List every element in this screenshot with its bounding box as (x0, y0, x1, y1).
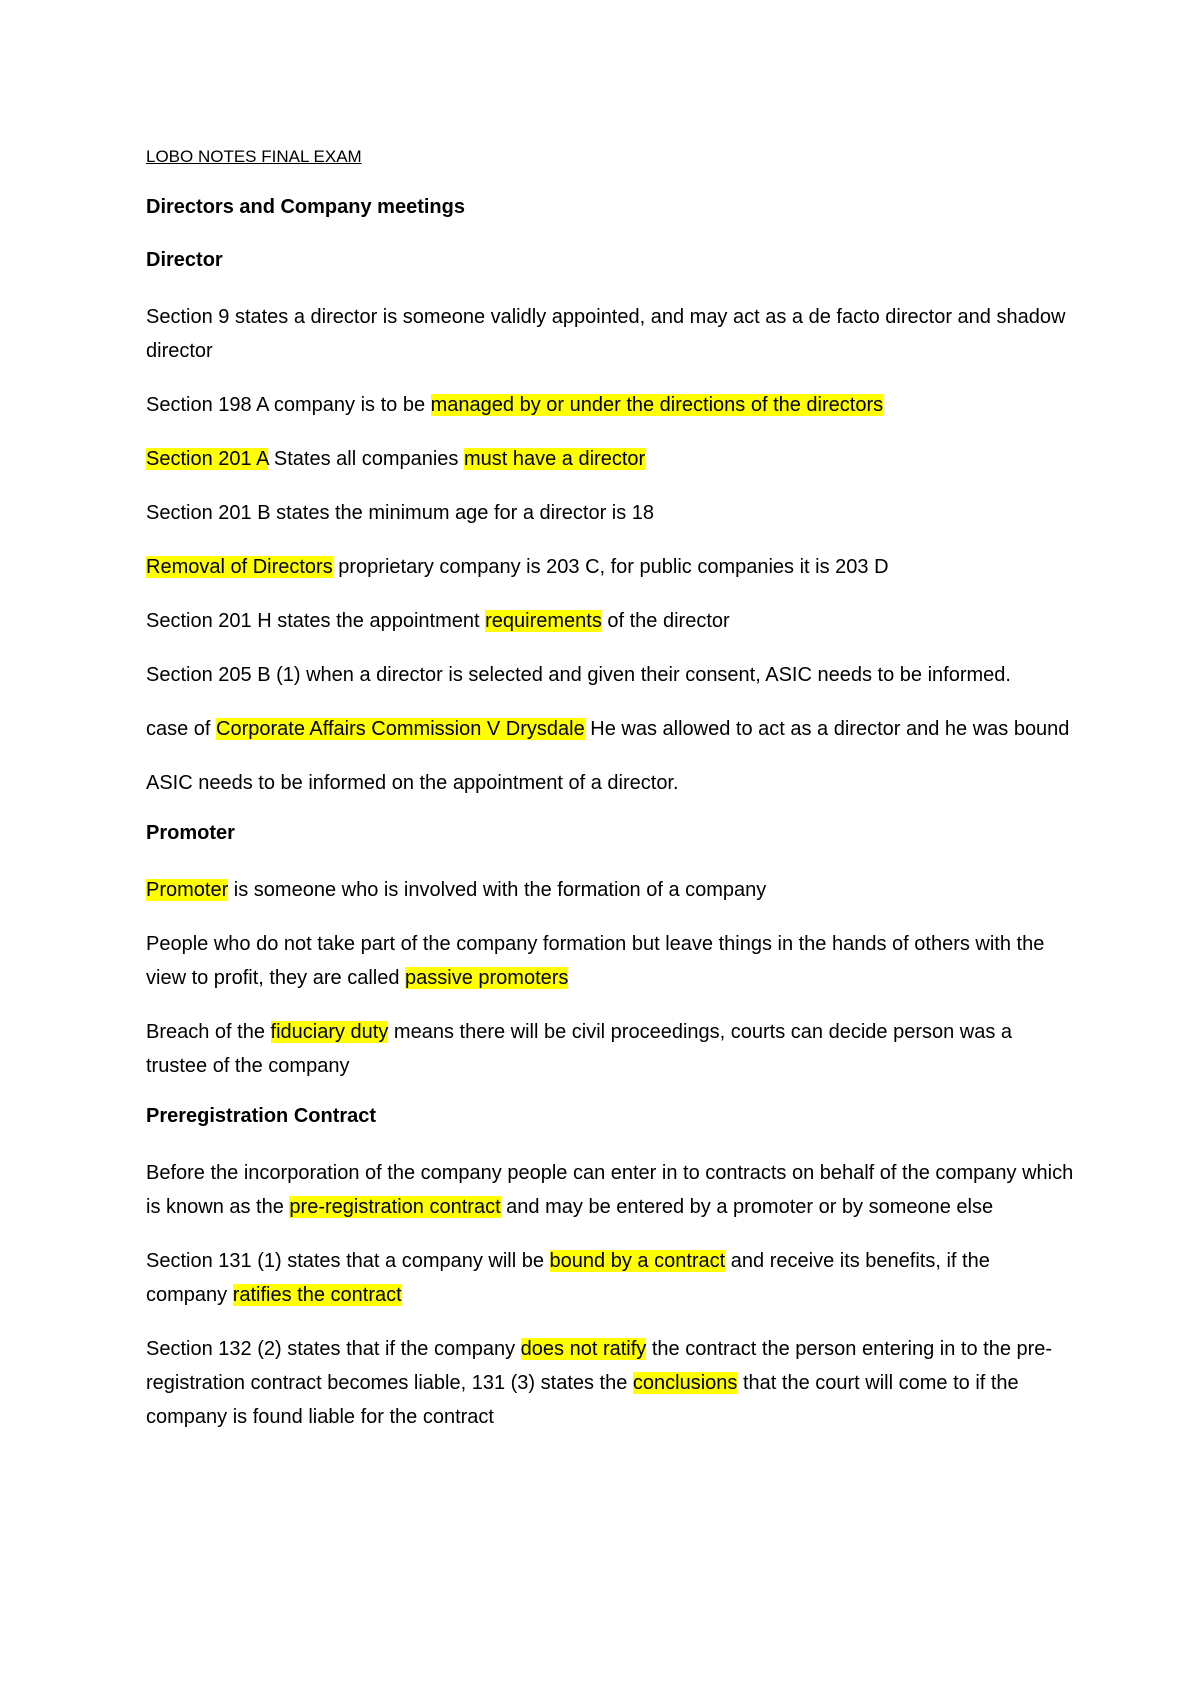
text-run: Section 9 states a director is someone validly appointed, and may act as a de facto director and shadow director (146, 306, 1066, 362)
text-run: and may be entered by a promoter or by someone else (500, 1196, 994, 1218)
highlighted-text: Corporate Affairs Commission V Drysdale (216, 718, 585, 740)
text-run: People who do not take part of the company formation but leave things in the hands of others with the view to profit, they are called (146, 933, 1045, 989)
document-title: LOBO NOTES FINAL EXAM (146, 147, 362, 166)
paragraph (146, 604, 1076, 638)
highlighted-text: Promoter (146, 879, 229, 901)
paragraph (146, 496, 1076, 530)
highlighted-text: bound by a contract (549, 1250, 726, 1272)
section-heading: Promoter (146, 822, 235, 844)
section-heading: Directors and Company meetings (146, 196, 465, 218)
document-page (146, 146, 1076, 1454)
text-run: means there will be civil proceedings, courts can decide person was a trustee of the company (146, 1021, 1013, 1077)
paragraph (146, 300, 1076, 368)
highlighted-text: pre-registration contract (289, 1196, 501, 1218)
highlighted-text: Removal of Directors (146, 556, 333, 578)
text-run: Before the incorporation of the company people can enter in to contracts on behalf of the company which is known as the (146, 1162, 1074, 1218)
text-run: He was allowed to act as a director and he was bound (584, 718, 1070, 740)
text-run: States all companies (268, 448, 464, 470)
text-run: Section 198 A company is to be (146, 394, 431, 416)
section-heading: Director (146, 249, 223, 271)
text-run: and receive its benefits, if the company (146, 1250, 990, 1306)
paragraph (146, 1244, 1076, 1312)
text-run: ASIC needs to be informed on the appointment of a director. (146, 772, 679, 794)
highlighted-text: must have a director (463, 448, 646, 470)
text-run: that the court will come to if the company is found liable for the contract (146, 1372, 1019, 1428)
highlighted-text: fiduciary duty (270, 1021, 389, 1043)
paragraph (146, 550, 1076, 584)
paragraph (146, 927, 1076, 995)
paragraph (146, 1332, 1076, 1434)
text-run: is someone who is involved with the formation of a company (228, 879, 767, 901)
text-run: Section 201 H states the appointment (146, 610, 486, 632)
paragraph (146, 1156, 1076, 1224)
paragraph (146, 712, 1076, 746)
paragraph (146, 873, 1076, 907)
section-heading: Preregistration Contract (146, 1105, 377, 1127)
text-run: Section 132 (2) states that if the company (146, 1338, 521, 1360)
highlighted-text: Section 201 A (146, 448, 269, 470)
paragraph (146, 766, 1076, 800)
text-run: case of (146, 718, 217, 740)
highlighted-text: conclusions (632, 1372, 738, 1394)
text-run: proprietary company is 203 C, for public companies it is 203 D (332, 556, 889, 578)
highlighted-text: does not ratify (520, 1338, 647, 1360)
text-run: Breach of the (146, 1021, 271, 1043)
text-run: Section 205 B (1) when a director is selected and given their consent, ASIC needs to be informed. (146, 664, 1011, 686)
text-run: Section 131 (1) states that a company will be (146, 1250, 550, 1272)
highlighted-text: passive promoters (405, 967, 569, 989)
text-run: Section 201 B states the minimum age for a director is 18 (146, 502, 655, 524)
highlighted-text: managed by or under the directions of the directors (430, 394, 884, 416)
paragraph (146, 1015, 1076, 1083)
highlighted-text: requirements (485, 610, 602, 632)
paragraph (146, 442, 1076, 476)
text-run: of the director (601, 610, 730, 632)
paragraph (146, 388, 1076, 422)
text-run: the contract the person entering in to the pre-registration contract becomes liable, 131 (3) states the (146, 1338, 1053, 1394)
highlighted-text: ratifies the contract (232, 1284, 402, 1306)
paragraph (146, 658, 1076, 692)
